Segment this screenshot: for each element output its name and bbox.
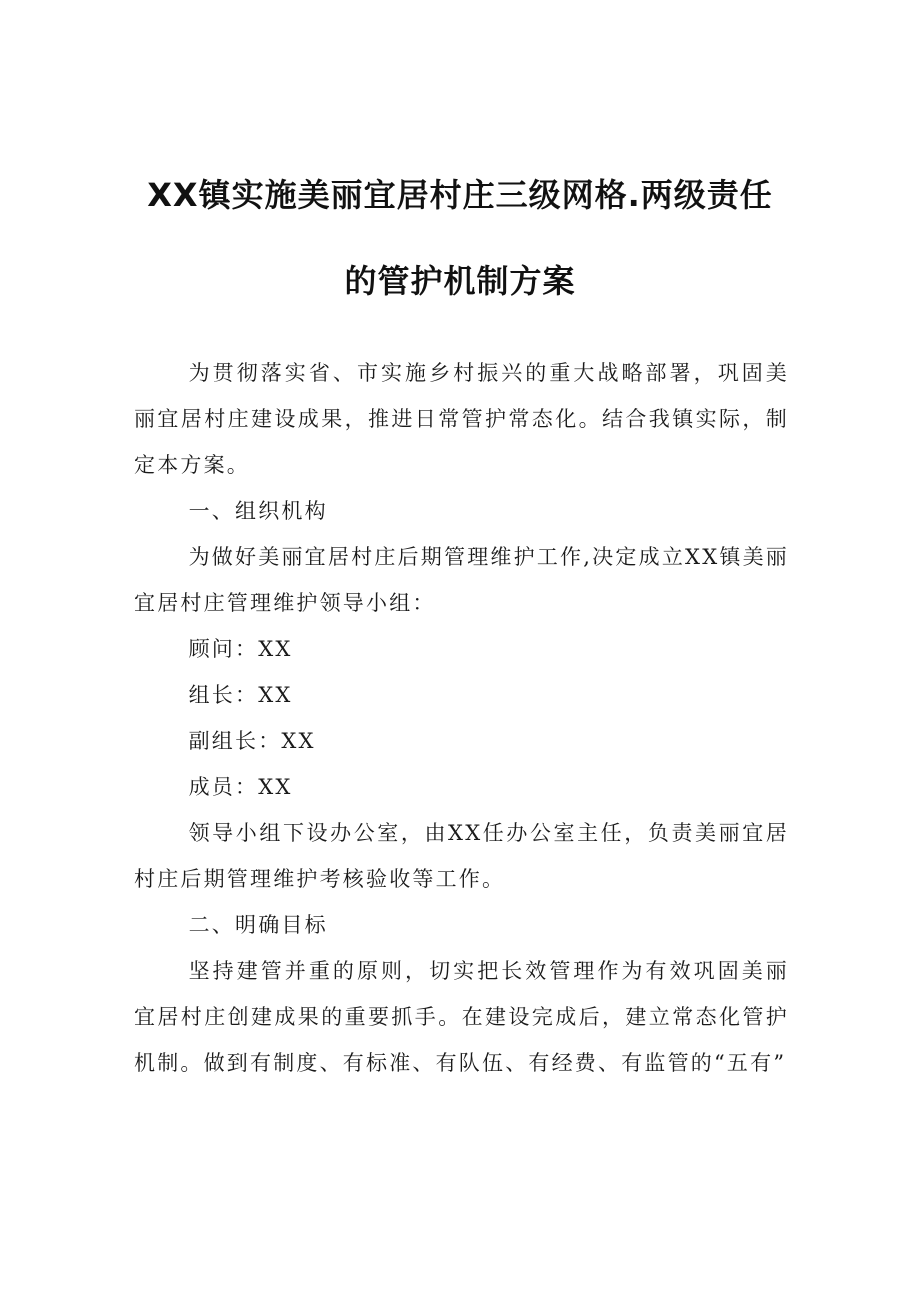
office-paragraph: 领导小组下设办公室，由XX任办公室主任，负责美丽宜居村庄后期管理维护考核验收等工作。	[134, 821, 789, 891]
document-title-line-1: XX镇实施美丽宜居村庄三级网格.两级责任	[147, 176, 773, 214]
leader-line: 组长：XX	[188, 683, 293, 707]
document-title-line-2: 的管护机制方案	[344, 262, 576, 300]
document-body	[134, 350, 789, 1086]
section-2-heading: 二、明确目标	[188, 913, 328, 937]
org-intro-paragraph: 为做好美丽宜居村庄后期管理维护工作,决定成立XX镇美丽宜居村庄管理维护领导小组：	[134, 545, 789, 615]
members-line: 成员：XX	[188, 775, 293, 799]
deputy-leader-line: 副组长：XX	[188, 729, 316, 753]
goal-paragraph: 坚持建管并重的原则，切实把长效管理作为有效巩固美丽宜居村庄创建成果的重要抓手。在建设完成后，建立常态化管护机制。做到有制度、有标准、有队伍、有经费、有监管的“五有”	[134, 959, 789, 1075]
intro-paragraph: 为贯彻落实省、市实施乡村振兴的重大战略部署，巩固美丽宜居村庄建设成果，推进日常管护常态化。结合我镇实际，制定本方案。	[134, 361, 789, 477]
section-1-heading: 一、组织机构	[188, 499, 328, 523]
advisor-line: 顾问：XX	[188, 637, 293, 661]
